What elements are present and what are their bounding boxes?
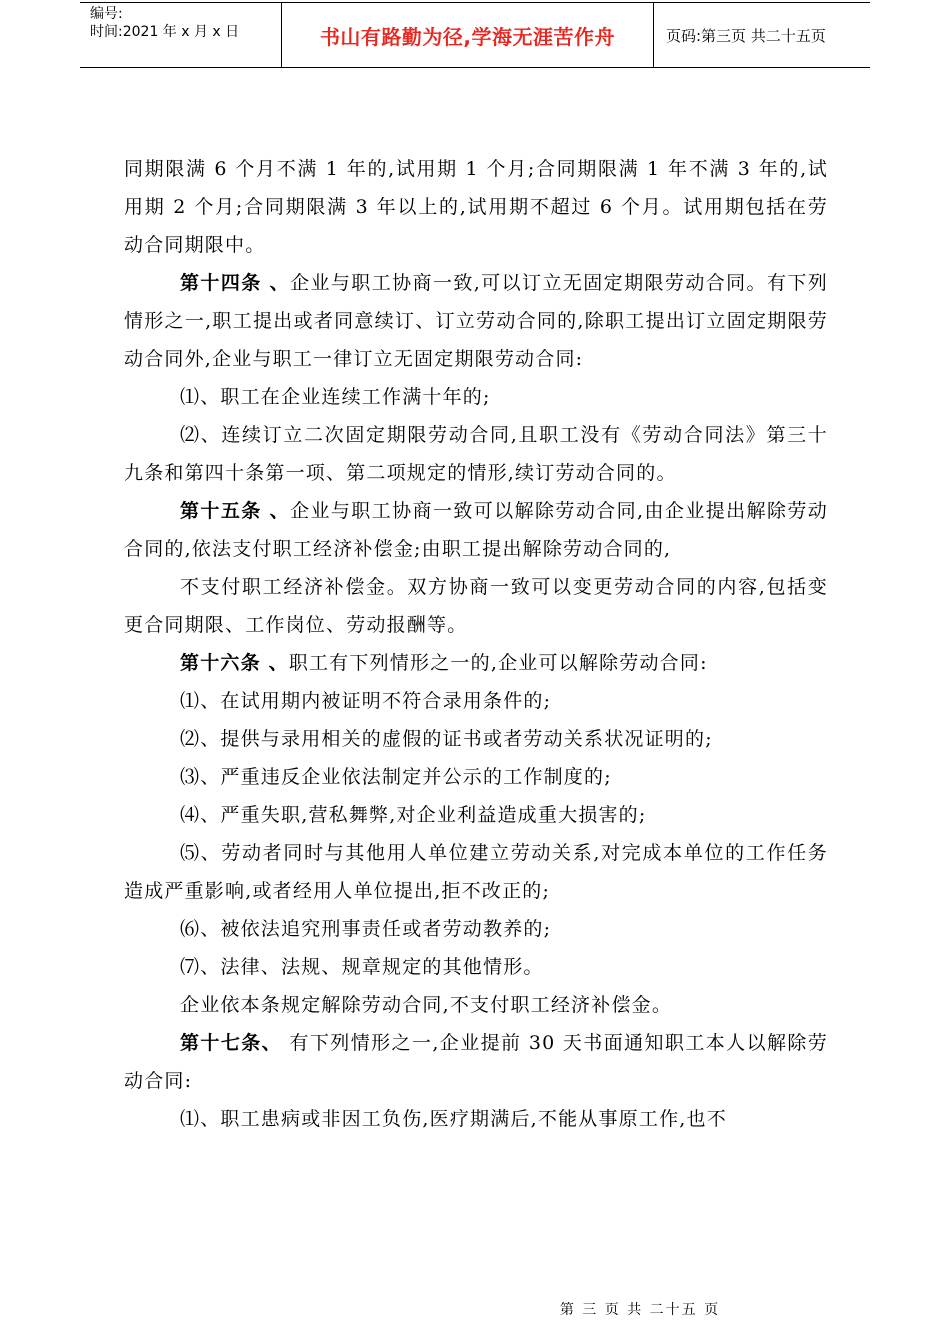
list-item: ⑶、严重违反企业依法制定并公示的工作制度的; (180, 766, 612, 788)
paragraph: 不支付职工经济补偿金。双方协商一致可以变更劳动合同的内容,包括变更合同期限、工作岗位、劳动报酬等。 (124, 576, 828, 636)
list-item: ⑴、在试用期内被证明不符合录用条件的; (180, 690, 552, 712)
article-14: 第十四条 、企业与职工协商一致,可以订立无固定期限劳动合同。有下列情形之一,职工提出或者同意续订、订立劳动合同的,除职工提出订立固定期限劳动合同外,企业与职工一律订立无固定期限劳动合同: (124, 272, 828, 370)
document-time-label: 时间:2021 年 x 月 x 日 (90, 24, 240, 40)
page-footer (0, 1299, 950, 1319)
list-item: ⑵、连续订立二次固定期限劳动合同,且职工没有《劳动合同法》第三十九条和第四十条第一项、第二项规定的情形,续订劳动合同的。 (124, 424, 828, 484)
document-number-label: 编号: (90, 6, 123, 22)
article-heading: 第十四条 、 (180, 272, 291, 294)
document-body (124, 150, 828, 1138)
header-meta-cell (80, 3, 282, 67)
list-item: ⑺、法律、法规、规章规定的其他情形。 (180, 956, 544, 978)
list-item: ⑸、劳动者同时与其他用人单位建立劳动关系,对完成本单位的工作任务造成严重影响,或者经用人单位提出,拒不改正的; (124, 842, 828, 902)
article-17: 第十七条、 有下列情形之一,企业提前 30 天书面通知职工本人以解除劳动合同: (124, 1032, 828, 1092)
list-item: ⑹、被依法追究刑事责任或者劳动教养的; (180, 918, 552, 940)
list-item: ⑴、职工在企业连续工作满十年的; (180, 386, 491, 408)
article-heading: 第十七条、 (180, 1032, 283, 1054)
paragraph: 企业依本条规定解除劳动合同,不支付职工经济补偿金。 (180, 994, 673, 1016)
footer-page-number: 第 三 页 共 二十五 页 (559, 1302, 721, 1318)
article-heading: 第十五条 、 (180, 500, 291, 522)
list-item: ⑵、提供与录用相关的虚假的证书或者劳动关系状况证明的; (180, 728, 713, 750)
header-page-info: 页码:第三页 共二十五页 (666, 26, 826, 45)
article-15: 第十五条 、企业与职工协商一致可以解除劳动合同,由企业提出解除劳动合同的,依法支付职工经济补偿金;由职工提出解除劳动合同的, (124, 500, 828, 560)
article-16: 第十六条 、职工有下列情形之一的,企业可以解除劳动合同: (180, 652, 708, 674)
list-item: ⑷、严重失职,营私舞弊,对企业利益造成重大损害的; (180, 804, 647, 826)
page-header (80, 2, 870, 68)
article-heading: 第十六条 、 (180, 652, 289, 674)
paragraph: 同期限满 6 个月不满 1 年的,试用期 1 个月;合同期限满 1 年不满 3 年的,试用期 2 个月;合同期限满 3 年以上的,试用期不超过 6 个月。试用期包括在劳动合同期限中。 (124, 158, 828, 256)
list-item: ⑴、职工患病或非因工负伤,医疗期满后,不能从事原工作,也不 (180, 1108, 727, 1130)
header-motto-cell (282, 3, 654, 67)
header-page-cell (654, 3, 870, 67)
header-motto: 书山有路勤为径,学海无涯苦作舟 (319, 24, 616, 49)
